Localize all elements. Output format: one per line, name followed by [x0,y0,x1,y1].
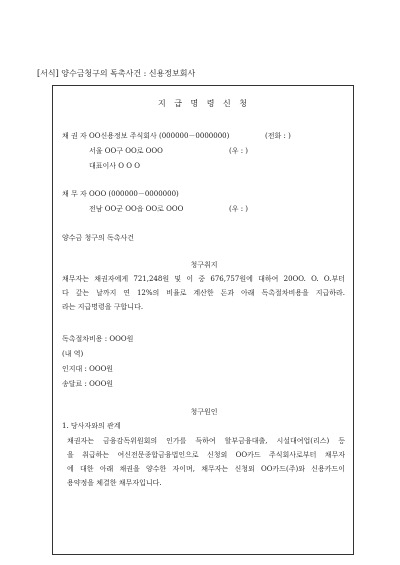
creditor-postal: (우 : ) [229,147,249,155]
creditor-representative: 대표이사 O O O [89,162,140,170]
section1-title: 1. 당사자와의 관계 [62,422,121,430]
claim-purpose-line: 채무자는 채권자에게 721,248원 및 이 중 676,757원에 대하여 20OO. O. O.부터 [62,275,345,283]
claim-reason-line: 용약정을 체결한 채무자입니다. [67,479,162,487]
debtor-address: 전남 OO군 OO읍 OO로 OOO [89,205,184,213]
document-frame [52,85,354,555]
creditor-address: 서울 OO구 OO로 OOO [89,147,163,155]
claim-reason-line: 을 취급하는 여신전문종합금융법인으로 신청외 OO카드 주식회사로부터 채무자 [67,451,345,459]
case-name: 양수금 청구의 독촉사건 [62,234,135,242]
claim-purpose-heading: 청구취지 [190,261,218,269]
document-title: 지 급 명 령 신 청 [157,99,251,108]
cost-details-label: (내 역) [62,350,84,358]
claim-purpose-line: 라는 지급명령을 구합니다. [62,303,144,311]
cost-delivery: 송달료 : OOO원 [62,380,114,388]
claim-purpose-line: 다 갚는 날까지 연 12%의 비율로 계산한 돈과 아래 독촉절차비용을 지급하라. [62,289,345,297]
claim-reason-line: 채권자는 금융감독위원회의 인가를 득하여 할부금융대출, 시설대여업(리스) 등 [67,437,345,445]
cost-total: 독촉절차비용 : OOO원 [62,335,134,343]
cost-stamp: 인지대 : OOO원 [62,365,114,373]
claim-reason-line: 에 대한 아래 채권을 양수한 자이며, 채무자는 신청외 OO카드(주)와 신용카드이 [67,465,345,473]
claim-reason-heading: 청구원인 [190,408,218,416]
creditor-phone: (전화 : ) [265,132,291,140]
debtor-line: 채 무 자 OOO (000000－0000000) [62,190,179,198]
debtor-postal: (우 : ) [229,205,249,213]
creditor-line: 채 권 자 OO신용정보 주식회사 (000000－0000000) [62,132,230,140]
document-caption: [서식] 양수금청구의 독촉사건 : 신용정보회사 [37,69,196,78]
